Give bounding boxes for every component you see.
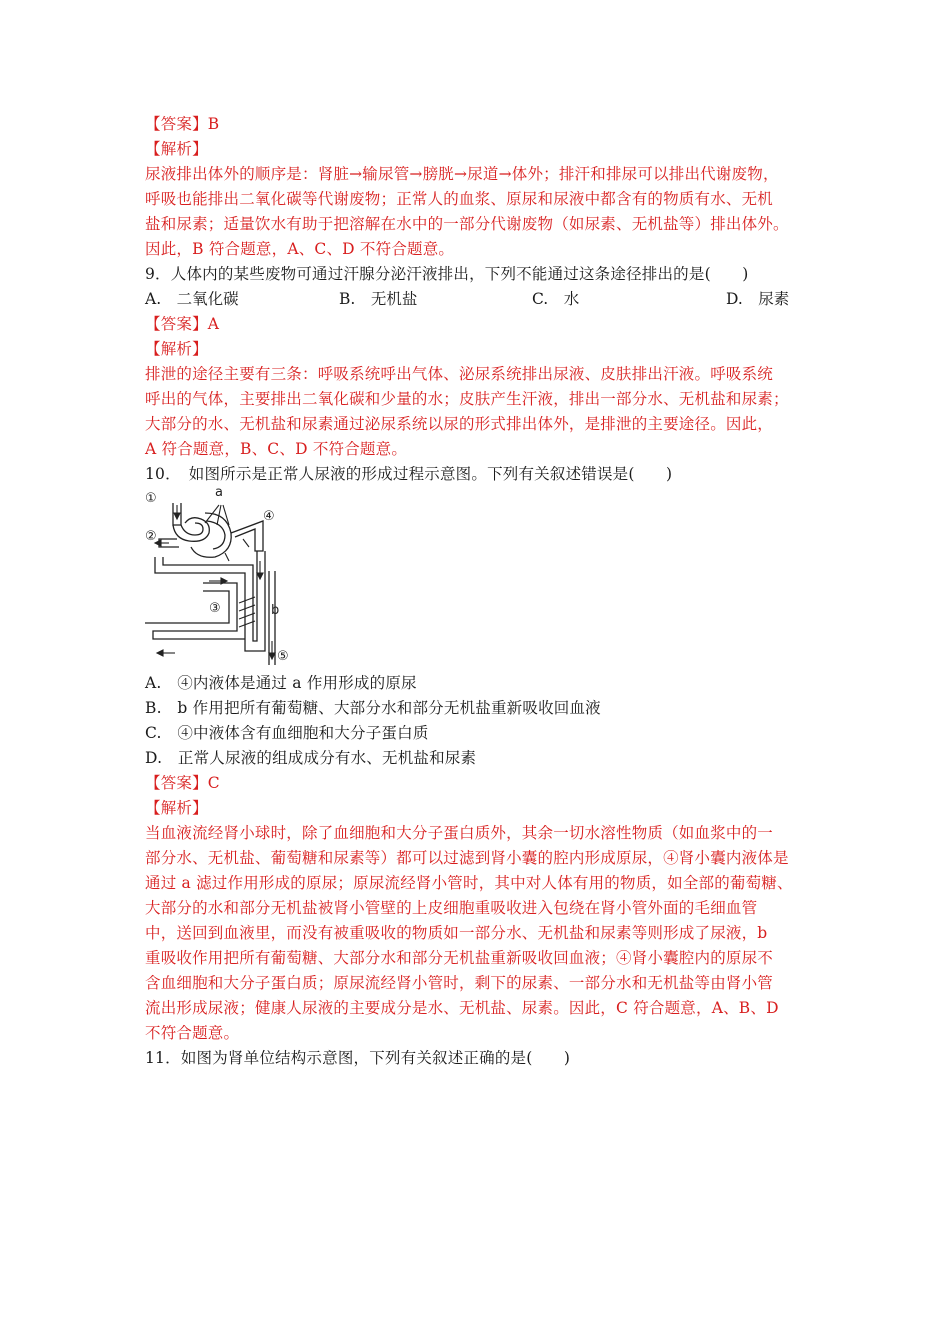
q9-analysis-line: 呼出的气体，主要排出二氧化碳和少量的水；皮肤产生汗液，排出一部分水、无机盐和尿素； bbox=[145, 390, 789, 408]
capsule-inner-wall bbox=[207, 521, 225, 549]
q10-analysis-line: 流出形成尿液；健康人尿液的主要成分是水、无机盐、尿素。因此，C 符合题意，A、B、D bbox=[145, 999, 779, 1017]
label-a: a bbox=[215, 485, 223, 500]
glomerulus-inner bbox=[181, 523, 203, 535]
collecting-loop-inner bbox=[163, 551, 257, 641]
arrow-tubule-down bbox=[257, 573, 263, 579]
q10-analysis-line: 不符合题意。 bbox=[145, 1024, 240, 1042]
label-1: ① bbox=[145, 491, 157, 506]
nephron-urine-diagram bbox=[145, 485, 305, 669]
q9-analysis-label: 【解析】 bbox=[145, 340, 208, 358]
q10-option-d: D. 正常人尿液的组成成分有水、无机盐和尿素 bbox=[145, 749, 477, 767]
proximal-tubule bbox=[231, 521, 263, 551]
q10-answer: 【答案】C bbox=[145, 774, 220, 792]
glomerulus-outer bbox=[173, 518, 209, 542]
q9-option-d: D. 尿素 bbox=[726, 290, 790, 308]
q9-options bbox=[145, 287, 815, 312]
arrow-left-bottom bbox=[157, 650, 163, 656]
q10-analysis-line: 大部分的水和部分无机盐被肾小管壁的上皮细胞重吸收进入包绕在肾小管外面的毛细血管 bbox=[145, 899, 758, 917]
q9-analysis-line: 排泄的途径主要有三条：呼吸系统呼出气体、泌尿系统排出尿液、皮肤排出汗液。呼吸系统 bbox=[145, 365, 774, 383]
q10-analysis-line: 部分水、无机盐、葡萄糖和尿素等）都可以过滤到肾小囊的腔内形成原尿，④肾小囊内液体是 bbox=[145, 849, 789, 867]
q10-analysis-line: 当血液流经肾小球时，除了血细胞和大分子蛋白质外，其余一切水溶性物质（如血浆中的一 bbox=[145, 824, 774, 842]
q10-analysis-line: 重吸收作用把所有葡萄糖、大部分水和部分无机盐重新吸收回血液；④肾小囊腔内的原尿不 bbox=[145, 949, 774, 967]
q9-option-c: C. 水 bbox=[532, 290, 580, 308]
q10-analysis-line: 含血细胞和大分子蛋白质；原尿流经肾小管时，剩下的尿素、一部分水和无机盐等由肾小管 bbox=[145, 974, 774, 992]
nephron-diagram-svg bbox=[145, 491, 305, 669]
label-3: ③ bbox=[209, 601, 221, 616]
arrow-down bbox=[269, 653, 275, 659]
q10-analysis-line: 通过 a 滤过作用形成的原尿；原尿流经肾小管时，其中对人体有用的物质，如全部的葡萄糖、 bbox=[145, 874, 793, 892]
q9-stem: 9．人体内的某些废物可通过汗腺分泌汗液排出，下列不能通过这条途径排出的是( ) bbox=[145, 265, 749, 283]
label-4: ④ bbox=[263, 509, 275, 524]
q8-analysis-line: 尿液排出体外的顺序是：肾脏→输尿管→膀胱→尿道→体外；排汗和排尿可以排出代谢废物， bbox=[145, 165, 779, 183]
q10-option-a: A. ④内液体是通过 a 作用形成的原尿 bbox=[145, 674, 417, 692]
q11-stem: 11．如图为肾单位结构示意图，下列有关叙述正确的是( ) bbox=[145, 1049, 571, 1067]
q9-option-b: B. 无机盐 bbox=[339, 290, 418, 308]
document-page bbox=[145, 112, 815, 1071]
label-b: b bbox=[271, 603, 280, 618]
q8-analysis-line: 盐和尿素；适量饮水有助于把溶解在水中的一部分代谢废物（如尿素、无机盐等）排出体外。 bbox=[145, 215, 789, 233]
q9-answer: 【答案】A bbox=[145, 315, 220, 333]
q9-analysis-line: A 符合题意，B、C、D 不符合题意。 bbox=[145, 440, 408, 458]
q9-analysis-line: 大部分的水、无机盐和尿素通过泌尿系统以尿的形式排出体外，是排泄的主要途径。因此， bbox=[145, 415, 774, 433]
peritubular-capillary bbox=[153, 583, 245, 639]
q9-option-a: A. 二氧化碳 bbox=[145, 290, 239, 308]
q10-stem: 10． 如图所示是正常人尿液的形成过程示意图。下列有关叙述错误是( ) bbox=[145, 465, 673, 483]
q10-option-b: B. b 作用把所有葡萄糖、大部分水和部分无机盐重新吸收回血液 bbox=[145, 699, 601, 717]
label-2: ② bbox=[145, 529, 157, 544]
q10-option-c: C. ④中液体含有血细胞和大分子蛋白质 bbox=[145, 724, 429, 742]
q8-analysis-label: 【解析】 bbox=[145, 140, 208, 158]
q8-analysis-line: 因此，B 符合题意，A、C、D 不符合题意。 bbox=[145, 240, 455, 258]
q10-analysis-label: 【解析】 bbox=[145, 799, 208, 817]
q8-analysis-line: 呼吸也能排出二氧化碳等代谢废物；正常人的血浆、原尿和尿液中都含有的物质有水、无机 bbox=[145, 190, 774, 208]
q10-analysis-line: 中，送回到血液里，而没有被重吸收的物质如一部分水、无机盐和尿素等则形成了尿液，b bbox=[145, 924, 768, 942]
label-5: ⑤ bbox=[277, 649, 289, 664]
q8-answer: 【答案】B bbox=[145, 115, 220, 133]
